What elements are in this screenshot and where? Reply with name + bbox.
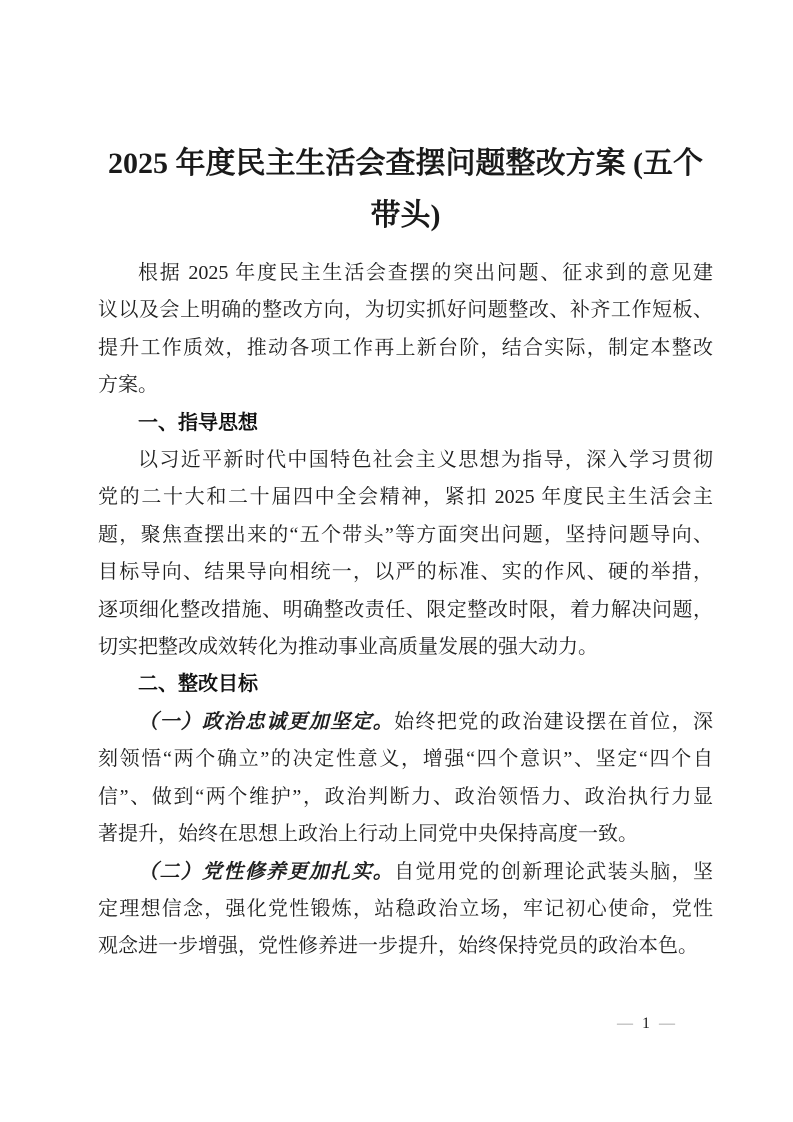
document-title-line-2: 带头) xyxy=(370,199,441,232)
page-number: 1 xyxy=(642,1015,650,1032)
text-line xyxy=(98,442,713,479)
text-segment: 提升工作质效，推动各项工作再上新台阶，结合实际，制定本整改 xyxy=(98,336,713,359)
text-segment: 议以及会上明确的整改方向，为切实抓好问题整改、补齐工作短板、 xyxy=(98,299,713,322)
section-heading: 二、整改目标 xyxy=(138,673,258,696)
text-segment: 目标导向、结果导向相统一，以严的标准、实的作风、硬的举措， xyxy=(98,561,713,584)
text-segment: 刻领悟“两个确立”的决定性意义，增强“四个意识”、坚定“四个自 xyxy=(98,748,713,771)
text-segment: 逐项细化整改措施、明确整改责任、限定整改时限，着力解决问题， xyxy=(98,598,713,621)
text-segment: 定理想信念，强化党性锻炼，站稳政治立场，牢记初心使命，党性 xyxy=(98,897,713,920)
paragraph xyxy=(98,442,713,666)
text-line xyxy=(98,517,713,554)
text-line xyxy=(98,292,713,329)
text-segment: 观念进一步增强，党性修养进一步提升，始终保持党员的政治本色。 xyxy=(98,935,698,958)
text-segment: 著提升，始终在思想上政治上行动上同党中央保持高度一致。 xyxy=(98,823,638,846)
document-title xyxy=(98,138,713,242)
text-line xyxy=(98,629,713,666)
text-line xyxy=(98,479,713,516)
text-line xyxy=(98,891,713,928)
text-segment: 以习近平新时代中国特色社会主义思想为指导，深入学习贯彻 xyxy=(138,449,713,472)
section-heading: 一、指导思想 xyxy=(138,411,258,434)
text-line xyxy=(98,928,713,965)
text-line xyxy=(98,554,713,591)
footer-left-dash: — xyxy=(617,1015,633,1032)
text-line xyxy=(98,741,713,778)
text-line xyxy=(98,816,713,853)
text-line xyxy=(98,779,713,816)
text-line xyxy=(98,854,713,891)
text-segment: 党的二十大和二十届四中全会精神，紧扣 2025 年度民主生活会主 xyxy=(98,486,713,509)
text-segment: 始终把党的政治建设摆在首位，深 xyxy=(394,710,714,733)
text-line xyxy=(98,367,713,404)
text-segment: 切实把整改成效转化为推动事业高质量发展的强大动力。 xyxy=(98,636,598,659)
item-lead-in: （二）党性修养更加扎实。 xyxy=(138,860,395,883)
text-segment: 方案。 xyxy=(98,374,158,397)
page-footer xyxy=(617,1014,675,1034)
text-segment: 题，聚焦查摆出来的“五个带头”等方面突出问题，坚持问题导向、 xyxy=(98,523,713,546)
text-line xyxy=(98,255,713,292)
text-segment: 自觉用党的创新理论武装头脑，坚 xyxy=(394,860,714,883)
text-segment: 根据 2025 年度民主生活会查摆的突出问题、征求到的意见建 xyxy=(138,262,713,284)
paragraph xyxy=(98,854,713,966)
item-lead-in: （一）政治忠诚更加坚定。 xyxy=(138,710,395,733)
paragraph xyxy=(98,704,713,854)
text-line xyxy=(98,592,713,629)
text-line xyxy=(98,330,713,367)
text-segment: 信”、做到“两个维护”，政治判断力、政治领悟力、政治执行力显 xyxy=(98,785,713,808)
footer-right-dash: — xyxy=(659,1015,675,1032)
document-content xyxy=(98,138,713,966)
text-line xyxy=(98,704,713,741)
paragraph xyxy=(98,255,713,405)
document-title-line-1: 2025 年度民主生活会查摆问题整改方案 (五个 xyxy=(108,147,703,180)
document-body xyxy=(98,255,713,966)
